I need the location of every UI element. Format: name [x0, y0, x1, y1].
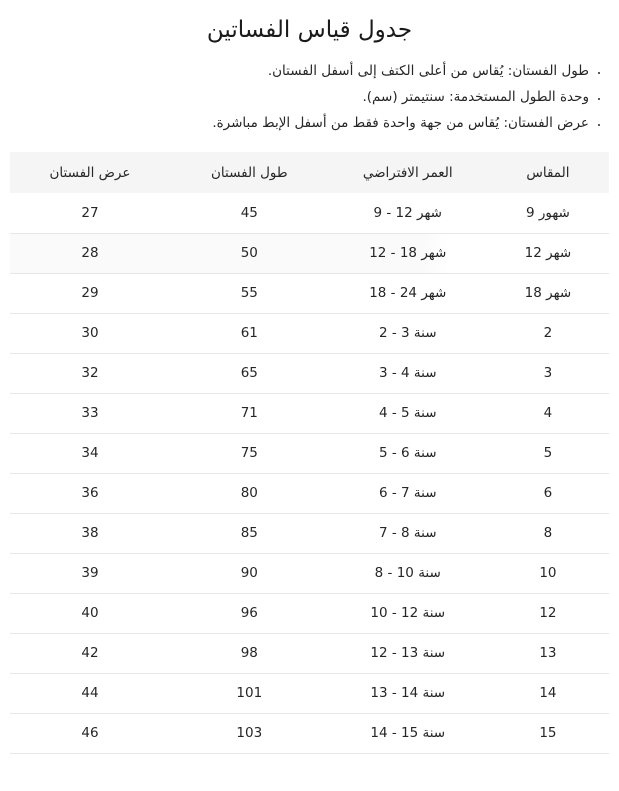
- table-row: [10, 673, 609, 713]
- cell-size: 18 شهر: [524, 285, 572, 301]
- cell-age: 10 - 12 سنة: [370, 605, 446, 621]
- cell-length: 75: [240, 445, 258, 461]
- cell-age: 5 - 6 سنة: [378, 445, 437, 461]
- cell-age: 12 - 18 شهر: [369, 245, 447, 261]
- cell-size: 13: [539, 645, 557, 661]
- column-header: العمر الافتراضي: [329, 152, 487, 193]
- table-body: [10, 193, 609, 753]
- cell-length: 96: [240, 605, 258, 621]
- cell-width: 36: [81, 485, 99, 501]
- cell-age: 7 - 8 سنة: [378, 525, 437, 541]
- cell-width: 29: [81, 285, 99, 301]
- table-row: [10, 513, 609, 553]
- table-row: [10, 713, 609, 753]
- cell-size: 10: [539, 565, 557, 581]
- cell-width: 46: [81, 725, 99, 741]
- page-title: جدول قياس الفساتين: [206, 17, 413, 43]
- table-row: [10, 233, 609, 273]
- cell-width: 39: [81, 565, 99, 581]
- cell-length: 98: [240, 645, 258, 661]
- cell-length: 80: [240, 485, 258, 501]
- cell-length: 85: [240, 525, 258, 541]
- cell-width: 44: [81, 685, 99, 701]
- table-row: [10, 353, 609, 393]
- cell-length: 55: [240, 285, 258, 301]
- cell-size: 4: [543, 405, 553, 421]
- cell-size: 12: [539, 605, 557, 621]
- cell-size: 5: [543, 445, 553, 461]
- table-row: [10, 593, 609, 633]
- cell-age: 13 - 14 سنة: [370, 685, 446, 701]
- column-header: طول الفستان: [170, 152, 329, 193]
- cell-width: 32: [81, 365, 99, 381]
- cell-length: 65: [240, 365, 258, 381]
- dress-size-table: [10, 152, 609, 754]
- cell-size: 6: [543, 485, 553, 501]
- table-header-row: [10, 152, 609, 193]
- cell-size: 8: [543, 525, 553, 541]
- cell-size: 15: [539, 725, 557, 741]
- cell-width: 30: [81, 325, 99, 341]
- cell-width: 38: [81, 525, 99, 541]
- cell-size: 14: [539, 685, 557, 701]
- cell-length: 50: [240, 245, 258, 261]
- table-row: [10, 633, 609, 673]
- column-header: عرض الفستان: [10, 152, 170, 193]
- cell-size: 12 شهر: [524, 245, 572, 261]
- cell-length: 90: [240, 565, 258, 581]
- cell-size: 3: [543, 365, 553, 381]
- cell-size: 2: [543, 325, 553, 341]
- size-guide-page: [0, 12, 619, 791]
- cell-length: 103: [236, 725, 263, 741]
- table-row: [10, 433, 609, 473]
- cell-length: 71: [240, 405, 258, 421]
- cell-width: 40: [81, 605, 99, 621]
- table-row: [10, 193, 609, 233]
- cell-age: 4 - 5 سنة: [378, 405, 437, 421]
- measurement-note-item: • طول الفستان: يُقاس من أعلى الكتف إلى أسفل الفستان.: [10, 58, 589, 84]
- cell-width: 27: [81, 204, 99, 221]
- measurement-note-item: • وحدة الطول المستخدمة: سنتيمتر (سم).: [10, 84, 589, 110]
- cell-width: 42: [81, 645, 99, 661]
- cell-age: 2 - 3 سنة: [378, 325, 437, 341]
- cell-width: 33: [81, 405, 99, 421]
- cell-size: 9 شهور: [525, 204, 570, 221]
- table-row: [10, 273, 609, 313]
- cell-age: 6 - 7 سنة: [378, 485, 437, 501]
- cell-width: 28: [81, 245, 99, 261]
- cell-length: 61: [240, 325, 258, 341]
- cell-age: 9 - 12 شهر: [373, 204, 442, 221]
- cell-length: 45: [240, 204, 258, 221]
- table-row: [10, 393, 609, 433]
- cell-age: 18 - 24 شهر: [369, 285, 447, 301]
- cell-age: 12 - 13 سنة: [370, 645, 446, 661]
- cell-age: 14 - 15 سنة: [370, 725, 446, 741]
- table-row: [10, 553, 609, 593]
- measurement-notes-list: [10, 58, 607, 136]
- table-row: [10, 313, 609, 353]
- cell-age: 8 - 10 سنة: [374, 565, 441, 581]
- measurement-note-item: • عرض الفستان: يُقاس من جهة واحدة فقط من أسفل الإبط مباشرة.: [10, 110, 589, 136]
- table-row: [10, 473, 609, 513]
- column-header: المقاس: [487, 152, 609, 193]
- cell-length: 101: [236, 685, 263, 701]
- cell-width: 34: [81, 445, 99, 461]
- cell-age: 3 - 4 سنة: [378, 365, 437, 381]
